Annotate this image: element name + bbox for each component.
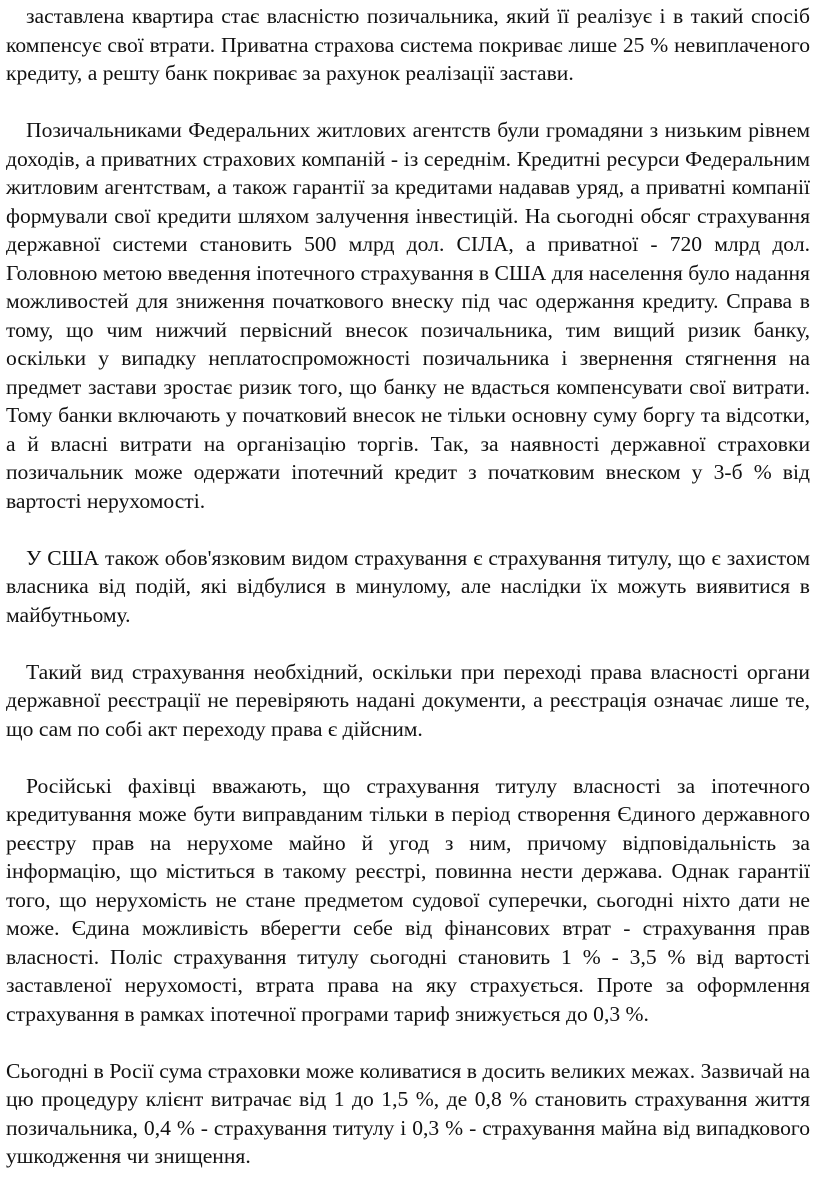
paragraph-5: Російські фахівці вважають, що страхування титулу власності за іпотечного кредитування може бути виправданим тільки в період створення Єдиного державного реєстру прав на нерухоме майно й угод з ним, причому відповідальність за інформацію, що міститься в такому реєстрі, повинна нести держава. Однак гарантії того, що нерухомість не стане предметом судової суперечки, сьогодні ніхто дати не може. Єдина можливість вберегти себе від фінансових втрат - страхування прав власності. Поліс страхування титулу сьогодні становить 1 % - 3,5 % від вартості заставленої нерухомості, втрата права на яку страхується. Проте за оформлення страхування в рамках іпотечної програми тариф знижується до 0,3 %. xyxy=(6,773,810,1026)
paragraph-1: заставлена квартира стає власністю позичальника, який її реалізує і в такий спосіб компенсує свої втрати. Приватна страхова система покриває лише 25 % невиплаченого кредиту, а решту банк покриває за рахунок реалізації застави. xyxy=(6,4,810,85)
paragraph-3: У США також обов'язковим видом страхування є страхування титулу, що є захистом власника від подій, які відбулися в минулому, але наслідки їх можуть виявитися в майбутньому. xyxy=(6,545,810,627)
paragraph-2: Позичальниками Федеральних житлових агентств були громадяни з низьким рівнем доходів, а приватних страхових компаній - із середнім. Кредитні ресурси Федеральним житловим агентствам, а також гарантії за кредитами надавав уряд, а приватні компанії формували свої кредити шляхом залучення інвестицій. На сьогодні обсяг страхування державної системи становить 500 млрд дол. СІЛА, а приватної - 720 млрд дол. Головною метою введення іпотечного страхування в США для населення було надання можливостей для зниження початкового внеску під час одержання кредиту. Справа в тому, що чим нижчий первісний внесок позичальника, тим вищий ризик банку, оскільки у випадку неплатоспроможності позичальника і звернення стягнення на предмет застави зростає ризик того, що банку не вдасться компенсувати свої витрати. Тому банки включають у початковий внесок не тільки основну суму боргу та відсотки, а й власні витрати на організацію торгів. Так, за наявності державної страховки позичальник може одержати іпотечний кредит з початковим внеском у 3-б % від вартості нерухомості. xyxy=(6,118,810,513)
paragraph-6: Сьогодні в Росії сума страховки може коливатися в досить великих межах. Зазвичай на цю процедуру клієнт витрачає від 1 до 1,5 %, де 0,8 % становить страхування життя позичальника, 0,4 % - страхування титулу і 0,3 % - страхування майна від випадкового ушкодження чи знищення. xyxy=(6,1058,810,1168)
paragraph-4: Такий вид страхування необхідний, оскільки при переході права власності органи державної реєстрації не перевіряють надані документи, а реєстрація означає лише те, що сам по собі акт переходу права є дійсним. xyxy=(6,659,810,741)
